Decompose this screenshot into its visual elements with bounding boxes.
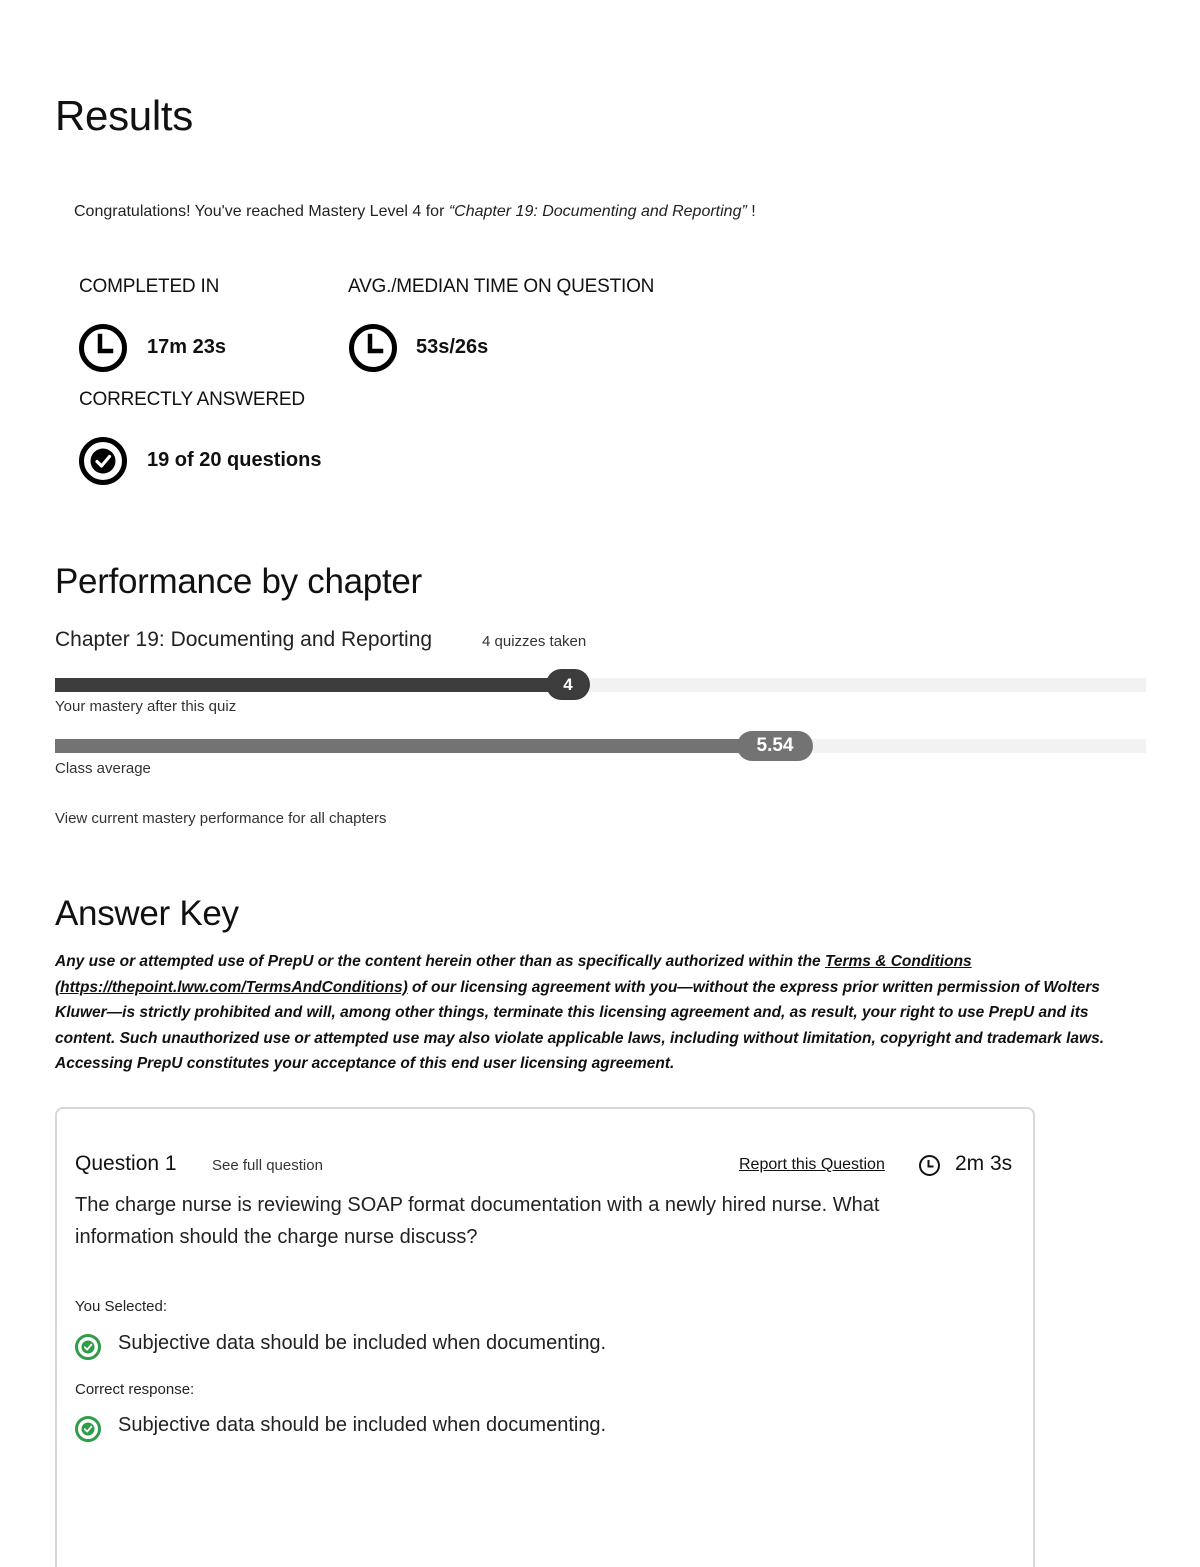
selected-answer: Subjective data should be included when documenting. — [118, 1332, 607, 1354]
terms-conditions-link[interactable]: Terms & Conditions (https://thepoint.lww.com/TermsAndConditions) — [55, 953, 972, 996]
avg-time-value: 53s/26s — [416, 336, 489, 358]
avg-time-label: AVG./MEDIAN TIME ON QUESTION — [348, 276, 655, 297]
congrats-suffix: ! — [746, 203, 756, 220]
legal-text-part2: of our licensing agreement with you—without the express prior written permission of Wolters Kluwer—is strictly prohibited and will, among other things, terminate this licensing agreement and, as result, your right to use PrepU and its content. Such unauthorized use or attempted use may also violate applicable laws, including without limitation, copyright and trademark laws. Accessing PrepU constitutes your acceptance of this end user licensing agreement. — [55, 978, 1105, 1072]
class-average-fill — [55, 739, 775, 753]
clock-icon — [348, 323, 398, 373]
answer-key-title: Answer Key — [55, 894, 239, 933]
report-question-link[interactable]: Report this Question — [739, 1156, 885, 1173]
see-full-question-link[interactable]: See full question — [212, 1157, 323, 1174]
correctly-answered-value: 19 of 20 questions — [147, 449, 322, 471]
completed-in-label: COMPLETED IN — [79, 276, 220, 297]
you-selected-label: You Selected: — [75, 1298, 168, 1315]
check-circle-icon — [75, 1334, 101, 1360]
congrats-chapter: “Chapter 19: Documenting and Reporting” — [448, 203, 747, 220]
licensing-notice — [55, 949, 1135, 1077]
view-all-chapters-link[interactable]: View current mastery performance for all chapters — [55, 810, 387, 827]
question-time: 2m 3s — [955, 1152, 1013, 1175]
check-circle-icon — [78, 436, 128, 486]
check-circle-icon — [75, 1416, 101, 1442]
performance-title: Performance by chapter — [55, 562, 422, 601]
class-average-badge: 5.54 — [737, 731, 813, 761]
chapter-name: Chapter 19: Documenting and Reporting — [55, 628, 433, 651]
page-title: Results — [55, 92, 193, 139]
question-number: Question 1 — [75, 1152, 177, 1175]
mastery-fill — [55, 678, 568, 692]
correct-response-label: Correct response: — [75, 1381, 195, 1398]
congrats-prefix: Congratulations! You've reached Mastery Level 4 for — [74, 203, 449, 220]
class-average-label: Class average — [55, 760, 151, 777]
congratulations-message — [74, 203, 756, 221]
correctly-answered-label: CORRECTLY ANSWERED — [79, 389, 305, 410]
correct-answer: Subjective data should be included when documenting. — [118, 1414, 607, 1436]
legal-text-part1: Any use or attempted use of PrepU or the content herein other than as specifically authorized within the — [55, 953, 825, 970]
clock-icon — [78, 323, 128, 373]
quizzes-taken: 4 quizzes taken — [482, 633, 587, 650]
clock-icon — [918, 1154, 941, 1177]
question-text: The charge nurse is reviewing SOAP format documentation with a newly hired nurse. What information should the charge nurse discuss? — [75, 1194, 880, 1248]
mastery-level-badge: 4 — [546, 669, 590, 700]
completed-in-value: 17m 23s — [147, 336, 226, 358]
your-mastery-label: Your mastery after this quiz — [55, 698, 237, 715]
